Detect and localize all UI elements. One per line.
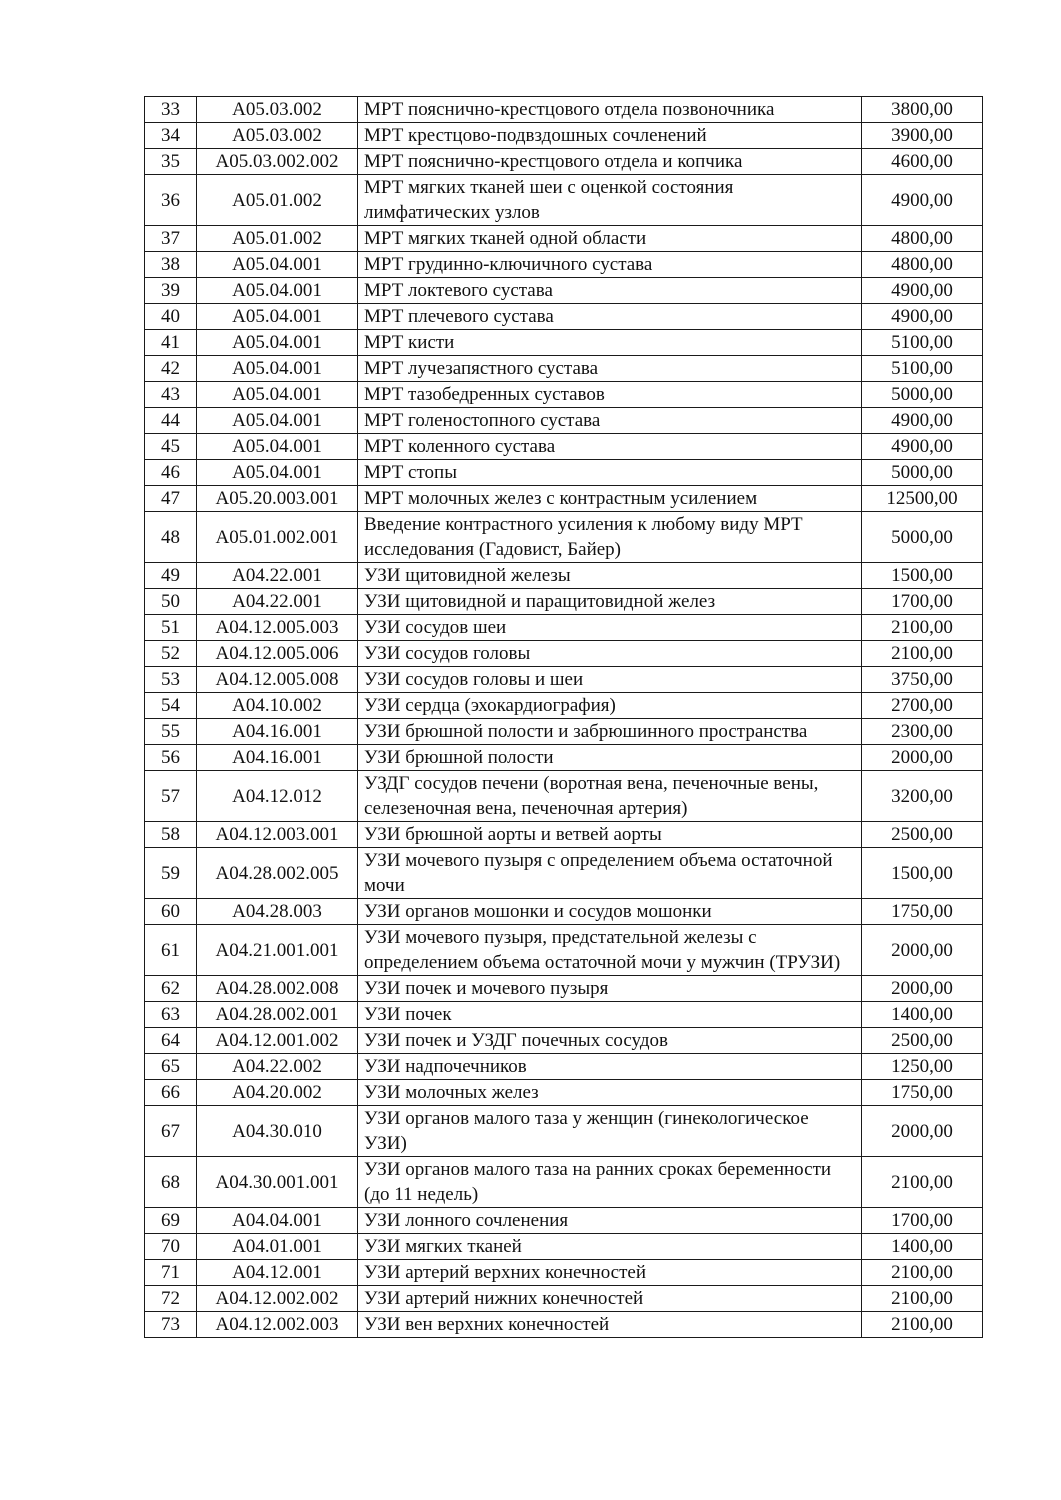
price-cell: 3900,00 [862,123,983,149]
service-name-cell: МРТ мягких тканей одной области [358,226,862,252]
price-cell: 5000,00 [862,382,983,408]
service-name-cell: УЗИ молочных желез [358,1080,862,1106]
service-code-cell: A05.04.001 [197,330,358,356]
price-cell: 4900,00 [862,175,983,226]
table-row [145,641,983,667]
service-name-cell: УЗИ мочевого пузыря с определением объема остаточной мочи [358,848,862,899]
row-number-cell: 66 [145,1080,197,1106]
table-row [145,848,983,899]
row-number-cell: 36 [145,175,197,226]
service-code-cell: A04.12.012 [197,771,358,822]
row-number-cell: 61 [145,925,197,976]
price-cell: 2000,00 [862,976,983,1002]
row-number-cell: 68 [145,1157,197,1208]
table-row [145,356,983,382]
row-number-cell: 51 [145,615,197,641]
service-code-cell: A04.01.001 [197,1234,358,1260]
price-cell: 4600,00 [862,149,983,175]
service-code-cell: A04.21.001.001 [197,925,358,976]
price-cell: 4900,00 [862,304,983,330]
price-cell: 1700,00 [862,589,983,615]
row-number-cell: 55 [145,719,197,745]
table-row [145,925,983,976]
service-name-cell: УЗИ брюшной полости и забрюшинного пространства [358,719,862,745]
service-code-cell: A05.04.001 [197,460,358,486]
service-code-cell: A05.04.001 [197,356,358,382]
row-number-cell: 46 [145,460,197,486]
price-cell: 4900,00 [862,278,983,304]
row-number-cell: 54 [145,693,197,719]
table-row [145,719,983,745]
service-name-cell: УЗИ брюшной полости [358,745,862,771]
price-cell: 1400,00 [862,1234,983,1260]
row-number-cell: 44 [145,408,197,434]
price-cell: 1500,00 [862,563,983,589]
service-name-cell: УЗИ лонного сочленения [358,1208,862,1234]
table-row [145,1106,983,1157]
table-row [145,226,983,252]
service-name-cell: УЗИ мочевого пузыря, предстательной железы с определением объема остаточной мочи у мужчин (ТРУЗИ) [358,925,862,976]
service-code-cell: A05.03.002 [197,123,358,149]
row-number-cell: 67 [145,1106,197,1157]
row-number-cell: 52 [145,641,197,667]
service-code-cell: A04.28.002.001 [197,1002,358,1028]
service-name-cell: УЗИ вен верхних конечностей [358,1312,862,1338]
service-code-cell: A05.04.001 [197,252,358,278]
service-name-cell: УЗИ почек и мочевого пузыря [358,976,862,1002]
service-code-cell: A05.03.002 [197,97,358,123]
table-row [145,330,983,356]
price-cell: 1400,00 [862,1002,983,1028]
row-number-cell: 39 [145,278,197,304]
service-code-cell: A04.22.001 [197,563,358,589]
table-row [145,1157,983,1208]
table-row [145,976,983,1002]
table-row [145,822,983,848]
service-name-cell: МРТ мягких тканей шеи с оценкой состояния лимфатических узлов [358,175,862,226]
row-number-cell: 40 [145,304,197,330]
service-name-cell: УЗИ органов малого таза на ранних сроках беременности (до 11 недель) [358,1157,862,1208]
service-name-cell: УЗИ брюшной аорты и ветвей аорты [358,822,862,848]
price-cell: 2700,00 [862,693,983,719]
service-name-cell: МРТ локтевого сустава [358,278,862,304]
price-cell: 1750,00 [862,1080,983,1106]
price-cell: 4800,00 [862,226,983,252]
row-number-cell: 34 [145,123,197,149]
service-code-cell: A04.12.003.001 [197,822,358,848]
row-number-cell: 38 [145,252,197,278]
service-code-cell: A04.30.001.001 [197,1157,358,1208]
service-code-cell: A05.04.001 [197,304,358,330]
service-name-cell: УЗИ мягких тканей [358,1234,862,1260]
service-code-cell: A05.20.003.001 [197,486,358,512]
price-cell: 5100,00 [862,330,983,356]
service-name-cell: Введение контрастного усиления к любому виду МРТ исследования (Гадовист, Байер) [358,512,862,563]
service-name-cell: УЗИ щитовидной железы [358,563,862,589]
price-cell: 2500,00 [862,822,983,848]
service-name-cell: МРТ коленного сустава [358,434,862,460]
row-number-cell: 71 [145,1260,197,1286]
row-number-cell: 35 [145,149,197,175]
service-name-cell: УЗДГ сосудов печени (воротная вена, печеночные вены, селезеночная вена, печеночная артерия) [358,771,862,822]
price-cell: 2000,00 [862,745,983,771]
row-number-cell: 49 [145,563,197,589]
row-number-cell: 37 [145,226,197,252]
table-row [145,1002,983,1028]
price-cell: 12500,00 [862,486,983,512]
service-name-cell: УЗИ органов мошонки и сосудов мошонки [358,899,862,925]
table-row [145,460,983,486]
service-code-cell: A05.04.001 [197,278,358,304]
table-row [145,615,983,641]
price-cell: 2000,00 [862,1106,983,1157]
service-name-cell: МРТ стопы [358,460,862,486]
table-row [145,304,983,330]
row-number-cell: 33 [145,97,197,123]
service-name-cell: УЗИ почек [358,1002,862,1028]
price-cell: 5000,00 [862,460,983,486]
service-code-cell: A05.01.002 [197,226,358,252]
table-row [145,745,983,771]
row-number-cell: 72 [145,1286,197,1312]
service-name-cell: УЗИ щитовидной и паращитовидной желез [358,589,862,615]
service-name-cell: МРТ тазобедренных суставов [358,382,862,408]
service-name-cell: МРТ кисти [358,330,862,356]
row-number-cell: 42 [145,356,197,382]
row-number-cell: 57 [145,771,197,822]
table-row [145,97,983,123]
service-name-cell: УЗИ сердца (эхокардиография) [358,693,862,719]
table-row [145,1028,983,1054]
service-code-cell: A04.16.001 [197,745,358,771]
service-code-cell: A04.12.005.008 [197,667,358,693]
price-cell: 2100,00 [862,641,983,667]
row-number-cell: 58 [145,822,197,848]
table-row [145,175,983,226]
service-code-cell: A04.12.001.002 [197,1028,358,1054]
service-code-cell: A04.20.002 [197,1080,358,1106]
service-code-cell: A05.03.002.002 [197,149,358,175]
service-name-cell: МРТ пояснично-крестцового отдела позвоночника [358,97,862,123]
price-cell: 1250,00 [862,1054,983,1080]
price-cell: 2300,00 [862,719,983,745]
service-code-cell: A04.10.002 [197,693,358,719]
service-name-cell: УЗИ артерий нижних конечностей [358,1286,862,1312]
service-code-cell: A04.28.003 [197,899,358,925]
table-row [145,771,983,822]
service-code-cell: A04.28.002.008 [197,976,358,1002]
table-row [145,434,983,460]
price-cell: 2000,00 [862,925,983,976]
table-row [145,1260,983,1286]
service-code-cell: A04.12.005.006 [197,641,358,667]
row-number-cell: 43 [145,382,197,408]
price-cell: 5000,00 [862,512,983,563]
table-row [145,667,983,693]
service-code-cell: A04.30.010 [197,1106,358,1157]
row-number-cell: 60 [145,899,197,925]
table-row [145,1054,983,1080]
table-row [145,278,983,304]
service-name-cell: УЗИ почек и УЗДГ почечных сосудов [358,1028,862,1054]
row-number-cell: 53 [145,667,197,693]
table-row [145,589,983,615]
service-name-cell: МРТ голеностопного сустава [358,408,862,434]
price-cell: 5100,00 [862,356,983,382]
row-number-cell: 69 [145,1208,197,1234]
row-number-cell: 70 [145,1234,197,1260]
table-row [145,1312,983,1338]
price-cell: 2100,00 [862,1312,983,1338]
row-number-cell: 63 [145,1002,197,1028]
row-number-cell: 56 [145,745,197,771]
service-name-cell: МРТ крестцово-подвздошных сочленений [358,123,862,149]
price-cell: 4900,00 [862,408,983,434]
service-name-cell: УЗИ сосудов шеи [358,615,862,641]
service-name-cell: МРТ пояснично-крестцового отдела и копчика [358,149,862,175]
service-code-cell: A04.28.002.005 [197,848,358,899]
table-row [145,1080,983,1106]
row-number-cell: 45 [145,434,197,460]
service-code-cell: A04.12.002.003 [197,1312,358,1338]
price-cell: 1500,00 [862,848,983,899]
service-name-cell: МРТ молочных желез с контрастным усилением [358,486,862,512]
table-row [145,1234,983,1260]
price-cell: 1700,00 [862,1208,983,1234]
service-code-cell: A04.22.002 [197,1054,358,1080]
row-number-cell: 65 [145,1054,197,1080]
price-cell: 2100,00 [862,1260,983,1286]
table-row [145,1286,983,1312]
service-code-cell: A04.16.001 [197,719,358,745]
price-cell: 3200,00 [862,771,983,822]
service-code-cell: A04.12.001 [197,1260,358,1286]
table-row [145,382,983,408]
row-number-cell: 48 [145,512,197,563]
service-name-cell: МРТ плечевого сустава [358,304,862,330]
price-cell: 3800,00 [862,97,983,123]
table-row [145,899,983,925]
row-number-cell: 73 [145,1312,197,1338]
price-list-body [145,97,983,1338]
price-cell: 2500,00 [862,1028,983,1054]
service-code-cell: A04.12.002.002 [197,1286,358,1312]
row-number-cell: 64 [145,1028,197,1054]
price-list-table [144,96,983,1338]
table-row [145,512,983,563]
table-row [145,563,983,589]
row-number-cell: 50 [145,589,197,615]
service-code-cell: A05.04.001 [197,408,358,434]
table-row [145,486,983,512]
service-name-cell: МРТ лучезапястного сустава [358,356,862,382]
price-cell: 3750,00 [862,667,983,693]
service-code-cell: A04.22.001 [197,589,358,615]
table-row [145,252,983,278]
row-number-cell: 41 [145,330,197,356]
service-code-cell: A05.04.001 [197,434,358,460]
service-code-cell: A04.12.005.003 [197,615,358,641]
price-cell: 1750,00 [862,899,983,925]
table-row [145,408,983,434]
row-number-cell: 62 [145,976,197,1002]
table-row [145,1208,983,1234]
price-cell: 2100,00 [862,1157,983,1208]
service-code-cell: A05.01.002 [197,175,358,226]
service-name-cell: УЗИ надпочечников [358,1054,862,1080]
row-number-cell: 59 [145,848,197,899]
service-code-cell: A04.04.001 [197,1208,358,1234]
service-code-cell: A05.04.001 [197,382,358,408]
price-cell: 4800,00 [862,252,983,278]
table-row [145,123,983,149]
service-name-cell: УЗИ артерий верхних конечностей [358,1260,862,1286]
service-name-cell: УЗИ сосудов головы и шеи [358,667,862,693]
service-code-cell: A05.01.002.001 [197,512,358,563]
table-row [145,149,983,175]
price-cell: 2100,00 [862,1286,983,1312]
service-name-cell: УЗИ органов малого таза у женщин (гинекологическое УЗИ) [358,1106,862,1157]
service-name-cell: МРТ грудинно-ключичного сустава [358,252,862,278]
table-row [145,693,983,719]
row-number-cell: 47 [145,486,197,512]
price-cell: 2100,00 [862,615,983,641]
service-name-cell: УЗИ сосудов головы [358,641,862,667]
price-cell: 4900,00 [862,434,983,460]
